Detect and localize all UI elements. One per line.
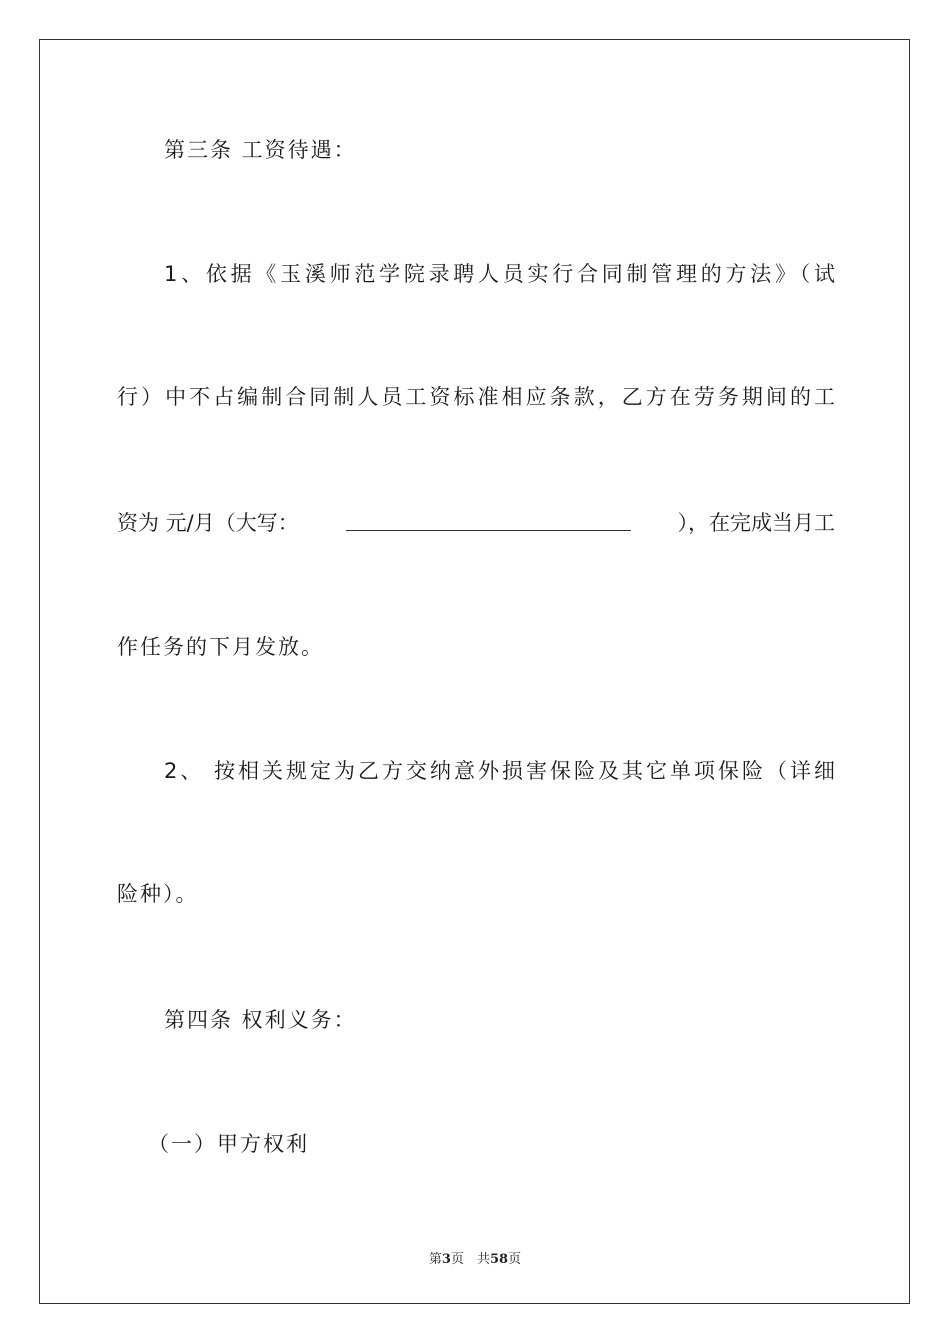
salary-text-after-blank: ），在完成当月工	[677, 511, 835, 535]
salary-amount-blank	[346, 510, 631, 531]
footer-page-suffix: 页	[508, 1252, 522, 1267]
item-1-line-3	[117, 510, 835, 536]
salary-text-before-blank: 资为 元/月（大写：	[117, 511, 299, 535]
item-2-line-1: 2、 按相关规定为乙方交纳意外损害保险及其它单项保险（详细	[164, 759, 835, 783]
footer-total-pages: 58	[489, 1252, 509, 1267]
item-1-line-1: 1、依据《玉溪师范学院录聘人员实行合同制管理的方法》（试	[164, 262, 835, 286]
item-1-line-2: 行）中不占编制合同制人员工资标准相应条款，乙方在劳务期间的工	[117, 385, 835, 409]
item-1-line-4: 作任务的下月发放。	[117, 635, 324, 659]
footer-page-mid: 页 共	[450, 1252, 490, 1267]
page-border	[39, 39, 910, 1304]
section-1-heading: （一）甲方权利	[148, 1132, 309, 1156]
article-4-heading: 第四条 权利义务：	[164, 1008, 357, 1032]
footer-current-page: 3	[441, 1252, 451, 1267]
footer-page-prefix: 第	[428, 1252, 442, 1267]
article-3-heading: 第三条 工资待遇：	[164, 138, 357, 162]
page-footer	[0, 1248, 950, 1267]
item-2-line-2: 险种）。	[117, 882, 199, 906]
